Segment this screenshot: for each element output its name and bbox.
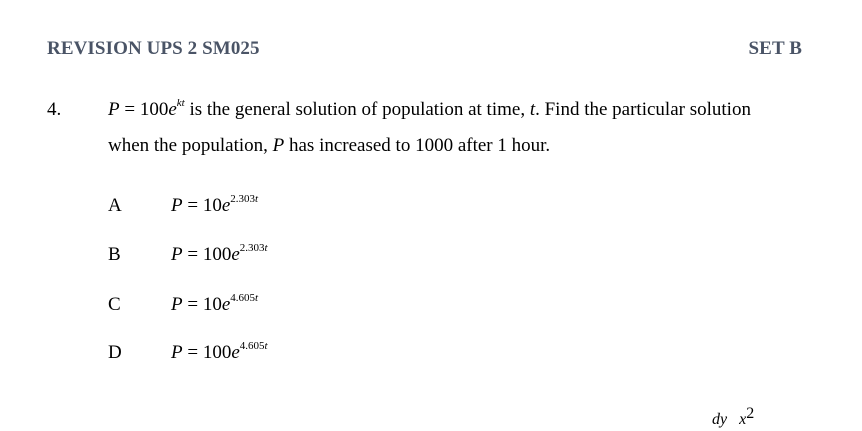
option-exponent-number: 4.605 [239, 340, 265, 352]
question-text-b: . Find the particular solution [535, 99, 751, 120]
option-variable: P [171, 342, 183, 363]
option-base: e [221, 195, 231, 216]
option-exponent-variable: t [255, 292, 259, 304]
option-a-letter: A [108, 195, 122, 216]
option-exponent-number: 2.303 [230, 193, 256, 205]
variable-t: t [529, 99, 536, 120]
header-course-title: REVISION UPS 2 SM025 [47, 38, 260, 59]
option-d-letter: D [108, 342, 122, 363]
fragment-x: x [739, 411, 747, 428]
option-exponent-variable: t [264, 242, 268, 254]
option-base: e [231, 244, 240, 265]
option-c-expression [171, 294, 258, 316]
question-text-d: has increased to 1000 after 1 hour. [284, 135, 551, 156]
option-coefficient: = 10 [182, 294, 222, 315]
variable-p: P [108, 99, 120, 120]
option-c-letter: C [108, 294, 121, 315]
option-coefficient: = 10 [182, 195, 222, 216]
question-text-a: is the general solution of population at time, [184, 99, 530, 120]
option-b-letter: B [108, 244, 121, 265]
option-a-expression [171, 195, 258, 217]
option-exponent-number: 4.605 [230, 292, 256, 304]
question-text-line-1 [108, 99, 751, 121]
option-variable: P [171, 244, 183, 265]
option-exponent-variable: t [255, 193, 259, 205]
option-exponent-number: 2.303 [239, 242, 265, 254]
option-variable: P [171, 195, 183, 216]
question-number: 4. [47, 99, 62, 120]
fragment-power: 2 [746, 405, 755, 422]
exponent: kt [176, 97, 185, 109]
option-d-expression [171, 342, 268, 364]
exponential-base: e [168, 99, 177, 120]
option-b-expression [171, 244, 268, 266]
next-question-fragment [712, 405, 755, 429]
option-variable: P [171, 294, 183, 315]
equation-coefficient: = 100 [119, 99, 169, 120]
question-text-line-2 [108, 135, 550, 157]
option-base: e [221, 294, 231, 315]
question-text-c: when the population, [108, 135, 273, 156]
fragment-dy: dy [712, 411, 728, 428]
variable-p: P [272, 135, 285, 156]
header-set-label: SET B [748, 38, 802, 59]
option-coefficient: = 100 [182, 342, 232, 363]
option-base: e [231, 342, 240, 363]
option-exponent-variable: t [264, 340, 268, 352]
option-coefficient: = 100 [182, 244, 232, 265]
